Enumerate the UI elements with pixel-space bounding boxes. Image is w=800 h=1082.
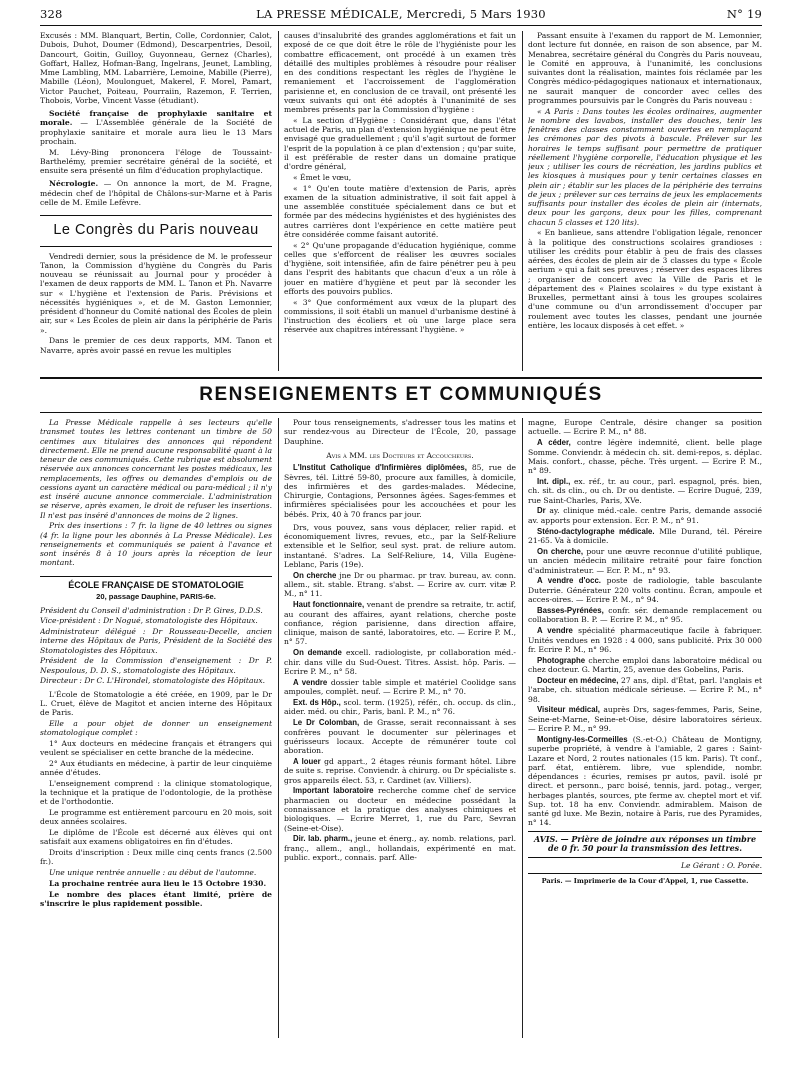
societe-paragraph-2: M. Lévy-Bing prononcera l'éloge de Toussaint-Barthelémy, premier secrétaire général de la société, et ensuite sera présenté un film d'éducation prophylactique. xyxy=(40,147,272,175)
ad-dir-lab xyxy=(284,834,516,862)
ad-title: Montigny-les-Cormeilles xyxy=(537,734,628,744)
ad-title: A céder, xyxy=(537,438,571,447)
ad-a-vendre xyxy=(284,678,516,697)
necrologie-paragraph xyxy=(40,179,272,207)
top-right-column xyxy=(528,31,762,371)
ad-int-dipl xyxy=(528,477,762,505)
bottom-middle-column xyxy=(284,418,516,1038)
ad-title: Visiteur médical, xyxy=(537,705,600,715)
ad-text: auprès Drs, sages-femmes, Paris, Seine, Seine-et-Marne, Seine-et-Oise, désire laboratoires sérieux. — Ecrire P. M., n° 99. xyxy=(528,705,762,733)
ad-title: On cherche, xyxy=(537,546,583,556)
ad-dir-continued: magne, Europe Centrale, désire changer sa position actuelle. — Ecrire P. M., n° 88. xyxy=(528,418,762,437)
section-title: RENSEIGNEMENTS ET COMMUNIQUÉS xyxy=(199,384,603,405)
bottom-right-column xyxy=(528,418,762,1038)
section-rule-top xyxy=(40,377,762,379)
ad-title: A louer xyxy=(293,756,321,766)
publication-title: LA PRESSE MÉDICALE, Mercredi, 5 Mars 1930 xyxy=(256,7,546,21)
divider xyxy=(40,576,272,577)
ad-institut-title: L'Institut Catholique d'Infirmières diplômées, xyxy=(293,463,467,472)
ecole-nombre: Le nombre des places étant limité, prière de s'inscrire le plus rapidement possible. xyxy=(40,889,272,908)
ad-specialite xyxy=(528,626,762,654)
ad-institut-text: 85, rue de Sèvres, tél. Littré 59-80, procure aux familles, à domicile, des infirmières et des gardes-malades. Médecine, Chirurgie, Contagions, Personnes âgées. Sages-femmes et infirmières spécialisées pour les accouchées et pour les bébés. Prix, 40 à 70 francs par jour. xyxy=(284,463,516,519)
ecole-enseignement: L'enseignement comprend : la clinique stomatologique, la technique et la pratique de l'odontologie, de la prothèse et de l'orthodontie. xyxy=(40,778,272,807)
necrologie-title: Nécrologie. xyxy=(49,179,99,189)
ad-text: 27 ans, dipl. d'État, parl. l'anglais et l'arabe, ch. situation médicale sérieuse. — Ecrire P. M., n° 98. xyxy=(528,675,762,704)
ecole-renseignements: Pour tous renseignements, s'adresser tous les matins et sur rendez-vous au Directeur de l'École, 20, passage Dauphine. xyxy=(284,418,516,446)
divider xyxy=(528,873,762,874)
staff-line: Administrateur délégué : Dr Rousseau-Decelle, ancien interne des Hôpitaux de Paris, Président de la Société des Stomatologistes des Hôpitaux. xyxy=(40,627,272,655)
ad-text: (S.-et-O.) Château de Montigny, superbe propriété, à vendre à l'amiable, 2 gares : Saint-Lazare et Nord, 2 routes nationales (15 km. Paris). Tt conf., parf. état, entièrem. libre, vue splendide, nombr. dépendances : écuries, remises pr autos, pavil. isolé pr direct. et personn., parc boisé, tennis, jard. potag., verger, herbages plantés, sources, pte ferme av. cheptel mort et vif. Sup. tot. 18 ha env. Conviendr. admirablem. Maison de santé gd luxe. Me Bezin, notaire à Paris, rue des Pyramides, n° 14. xyxy=(528,734,762,828)
page-number: 328 xyxy=(40,7,63,21)
top-middle-column xyxy=(284,31,516,371)
ad-a-louer xyxy=(284,757,516,785)
column-rule xyxy=(522,31,523,371)
ad-laboratoire xyxy=(284,786,516,833)
hygiene-paragraph-2: « La section d'Hygiène : Considérant que, dans l'état actuel de Paris, un plan d'extension hygiénique ne peut être envisagé que graduellement ; qu'il s'agit surtout de former l'esprit de la population à ce plan d'extension ; qu'par suite, il est préférable de rester dans un domaine pratique d'ordre général, xyxy=(284,115,516,171)
ad-text: ay. clinique méd.-cale. centre Paris, demande associé av. apports pour extension. Ecr. P. M., n° 91. xyxy=(528,506,762,525)
ad-text: scol. term. (1925), référ., ch. occup. ds clin., aider. méd. ou chir., Paris, banl. P. M., n° 76. xyxy=(284,697,516,717)
ad-title: Photographe xyxy=(537,655,586,665)
ad-steno xyxy=(528,527,762,546)
ad-docteur xyxy=(528,676,762,704)
gerant: Le Gérant : O. Porée. xyxy=(680,861,762,870)
ad-title: Dr xyxy=(537,506,546,516)
ad-on-demande xyxy=(284,648,516,676)
ecoles-paragraph-2: « A Paris : Dans toutes les écoles ordinaires, augmenter le nombre des lavabos, installer des douches, tenir les fenêtres des classes constamment ouvertes en remplaçant les crémones par des pivots à bascule. Prélever sur les horaires le temps suffisant pour permettre de pratiquer réellement l'hygiène corporelle, l'éducation physique et les jeux ; utiliser les cours de récréation, les jardins publics et les kiosques à musiques pour y tenir certaines classes en plein air ; établir sur les places de la périphérie des terrains de jeux ; prélever sur ces terrains de jeux les emplacements suffisants pour installer des écoles de plein air (internats, deux pour les garçons, deux pour les filles, comprenant chacun 5 classes et 120 lits). xyxy=(528,106,762,227)
ecole-point-1: 1° Aux docteurs en médecine français et étrangers qui veulent se spécialiser en cette branche de la médecine. xyxy=(40,738,272,758)
ad-text: Mlle Durand, tél. Péreire 21-65. Va à domicile. xyxy=(528,526,762,545)
ecole-point-2: 2° Aux étudiants en médecine, à partir de leur cinquième année d'études. xyxy=(40,758,272,778)
ad-ext-hop xyxy=(284,698,516,717)
ad-title: A vendre xyxy=(293,677,328,687)
ad-title: On demande xyxy=(293,648,342,657)
ecoles-paragraph-1: Passant ensuite à l'examen du rapport de M. Lemonnier, dont lecture fut donnée, en raison de son absence, par M. Menabrea, secrétaire général du Congrès du Paris nouveau, le Comité en approuva, à l'unanimité, les conclusions suivantes dont la réalisation, maintes fois réclamée par les Congrès médico-pédagogiques nationaux et internationaux, ne saurait manquer de concorder avec celles des programmes poursuivis par le Congrès du Paris nouveau : xyxy=(528,31,762,105)
top-left-column xyxy=(40,31,272,371)
staff-line: Vice-président : Dr Nogué, stomatologiste des Hôpitaux. xyxy=(40,616,258,626)
ad-text: spécialité pharmaceutique facile à fabriquer. Unités vendues en 1928 : 4 000, sans publicité. Prix 30 000 fr. Ecrire P. M., n° 96. xyxy=(528,626,762,654)
ecole-title: ÉCOLE FRANÇAISE DE STOMATOLOGIE xyxy=(68,579,244,590)
ad-text: dossier table simple et matériel Coolidge sans ampoules, complèt. neuf. — Ecrire P. M., n° 70. xyxy=(284,677,516,696)
hygiene-paragraph-4: « 1° Qu'en toute matière d'extension de Paris, après examen de la situation administrative, il soit fait appel à une assemblée constituée spécialement dans ce but et formée par des médecins hygiénistes et des hygiénistes des autres carrières dont l'expérience en cette matière peut être considérée comme faisant autorité. xyxy=(284,183,516,239)
ad-photographe xyxy=(528,656,762,675)
ecole-creation: L'École de Stomatologie a été créée, en 1909, par le Dr L. Cruet, élève de Magitot et ancien interne des Hôpitaux de Paris. xyxy=(40,689,272,718)
ecole-diplome: Le diplôme de l'École est décerné aux élèves qui ont satisfait aux examens obligatoires en fin d'études. xyxy=(40,828,272,847)
ad-self-reliure: Drs, vous pouvez, sans vous déplacer, relier rapid. et économiquement livres, revues, etc., par la Self-Reliure extensible et le Selfior, seul syst. prat. de reliure autom. instantané. S'adres. La Self-Reliure, 14, Villa Eugène-Leblanc, Paris (19e). xyxy=(284,522,516,569)
staff-line: Président du Conseil d'administration : Dr P. Gires, D.D.S. xyxy=(40,605,263,615)
ad-visiteur xyxy=(528,705,762,733)
necrologie-text: — On annonce la mort, de M. Fragne, médecin chef de l'hôpital de Châlons-sur-Marne et à Paris celle de M. Emile Lefèvre. xyxy=(40,179,272,207)
ad-title: Ext. ds Hôp., xyxy=(293,697,341,707)
bottom-left-column xyxy=(40,418,272,1038)
ad-text: pour une œuvre reconnue d'utilité publique, un ancien médecin militaire retraité pour faire fonction d'administrateur. — Ecr. P. M., n° 93. xyxy=(528,546,762,575)
header-rule xyxy=(40,25,762,26)
divider xyxy=(40,215,272,216)
avis-footer: AVIS. — Prière de joindre aux réponses un timbre de 0 fr. 50 pour la transmission des lettres. xyxy=(528,831,762,855)
societe-text: — L'Assemblée générale de la Société de prophylaxie sanitaire et morale aura lieu le 13 Mars prochain. xyxy=(40,118,272,146)
column-rule xyxy=(522,418,523,1038)
ad-text: jne Dr ou pharmac. pr trav. bureau, av. conn. allem., sit. stable. Etrang. s'abst. — Ecrire av. curr. vitæ P. M., n° 11. xyxy=(284,570,516,599)
ad-text: confr. sér. demande remplacement ou collaboration B. P. — Ecrire P. M., n° 95. xyxy=(528,605,762,625)
notice-prix: Prix des insertions : 7 fr. la ligne de 40 lettres ou signes (4 fr. la ligne pour les abonnés à La Presse Médicale). Les renseignements et communiqués se paient à l'avance et sont insérés 8 à 10 jours après la réception de leur montant. xyxy=(40,521,272,568)
ad-text: de Grasse, serait reconnaissant à ses confrères pouvant le documenter sur pèlerinages et guérisseurs locaux. Accepte de rémunérer toute col aboration. xyxy=(284,718,516,755)
staff-line: Président de la Commission d'enseignement : Dr P. Nespoulous, D. D. S., stomatologiste des Hôpitaux. xyxy=(40,656,272,675)
ad-montigny xyxy=(528,735,762,828)
ad-title: Haut fonctionnaire, xyxy=(293,600,365,609)
excuses-paragraph: Excusés : MM. Blanquart, Bertin, Colle, Cordonnier, Calot, Dubois, Duhot, Doumer (Edmond), Descarpentries, Desoil, Dancourt, Goitin, Guilloy, Guyonneau, Gernez (Charles), Goffart, Hallez, Hofman-Bang, Ingelrans, Jeunet, Lambling, Mme Lambling, MM. Labarrière, Lemoine, Mabille (Pierre), Mabille (Léon), Moulonguet, Makerel, F. Morel, Pamart, Victor Pauchet, Poiteau, Pourraiin, Razemon, F. Terrien, Thobois, Vorbe, Vincent Vasse (étudiant). xyxy=(40,31,272,105)
hygiene-paragraph-6: « 3° Que conformément aux vœux de la plupart des commissions, il soit établi un manuel d'urbanisme destiné à l'instruction des écoliers et où une large place sera réservée aux chapitres intéressant l'hygiène. » xyxy=(284,297,516,335)
issue-number: N° 19 xyxy=(726,7,762,21)
ad-text: gd appart., 2 étages réunis formant hôtel. Libre de suite s. reprise. Conviendr. à chirurg. ou Dr spécialiste s. gros appareils élect. 53, r. Cardinet (av. Villiers). xyxy=(284,756,516,785)
ad-on-cherche-oeuvre xyxy=(528,547,762,575)
divider xyxy=(40,246,272,247)
avis-docteurs: Avis à MM. les Docteurs et Accoucheurs. xyxy=(326,450,474,460)
congres-paragraph-2: Dans le premier de ces deux rapports, MM. Tanon et Navarre, après avoir passé en revue les multiples xyxy=(40,336,272,355)
ad-title: Sténo-dactylographe médicale. xyxy=(537,526,655,536)
staff-line: Directeur : Dr C. L'Hirondel, stomatologiste des Hôpitaux. xyxy=(40,676,266,686)
ad-title: A vendre d'occ. xyxy=(537,576,601,586)
ad-title: On cherche xyxy=(293,570,337,580)
column-rule xyxy=(278,418,279,1038)
divider xyxy=(528,857,762,858)
societe-title: Société française de prophylaxie sanitaire et morale. xyxy=(40,109,272,128)
ad-text: cherche emploi dans laboratoire médical ou chez docteur. G. Martin, 25, avenue des Gobelins, Paris. xyxy=(528,655,762,674)
ad-institut xyxy=(284,463,516,519)
ecole-prochaine: La prochaine rentrée aura lieu le 15 Octobre 1930. xyxy=(49,878,267,888)
hygiene-paragraph-1: causes d'insalubrité des grandes agglomérations et fait un exposé de ce que doit être le rôle de l'hygiéniste pour les combattre efficacement, ont procédé à un examen très détaillé des multiples problèmes à résoudre pour réaliser en des conditions respectant les règles de l'hygiène le remaniement et l'accroissement de l'agglomération parisienne et, en conclusion de ce travail, ont présenté les vœux suivants qui ont été adoptés à l'unanimité de ses membres présents par la Commission d'hygiène : xyxy=(284,31,516,114)
ad-colomban xyxy=(284,718,516,755)
societe-paragraph xyxy=(40,109,272,146)
ad-title: Important laboratoire xyxy=(293,786,374,796)
hygiene-paragraph-5: « 2° Qu'une propagande d'éducation hygiénique, comme celles que s'efforcent de réaliser les œuvres sociales d'hygiène, soit intensifiée, afin de faire pénétrer peu à peu dans l'esprit des habitants que chacun d'eux a un rôle à jouer en matière d'hygiène et peut par là seconder les efforts des pouvoirs publics. xyxy=(284,240,516,296)
hygiene-paragraph-3: « Émet le vœu, xyxy=(293,172,352,182)
ad-haut-fonctionnaire xyxy=(284,600,516,647)
ad-text: poste de radiologie, table basculante Duterrie. Générateur 220 volts continu. Écran, ampoule et acces-oires. — Ecrire P. M., n° 94. xyxy=(528,576,762,604)
ad-title: Dir. lab. pharm., xyxy=(293,834,353,844)
column-rule xyxy=(278,31,279,371)
ecole-rentree: Une unique rentrée annuelle : au début de l'automne. xyxy=(49,868,257,878)
ad-basses-pyrenees xyxy=(528,606,762,625)
ad-text: venant de prendre sa retraite, tr. actif, au courant des affaires, ayant relations, cherche poste confiance, région parisienne, dans direction affaire, clinique, maison de santé, laboratoires, etc. — Ecrire P. M., n° 57. xyxy=(284,600,516,647)
imprimerie: Paris. — Imprimerie de la Cour d'Appel, 1, rue Cassette. xyxy=(541,877,749,886)
ad-title: Le Dr Colomban, xyxy=(293,718,360,727)
congres-title: Le Congrès du Paris nouveau xyxy=(53,222,259,238)
notice-intro: La Presse Médicale rappelle à ses lecteurs qu'elle transmet toutes les lettres contenant un timbre de 50 centimes aux titulaires des annonces qui répondent directement. Elle ne prend aucune responsabilité quant à la teneur de ces communiqués. Cette rubrique est absolument réservée aux annonces concernant les postes médicaux, les remplacements, les offres ou demandes d'emplois ou de cessions ayant un caractère médical ou para-médical ; il n'y est inséré aucune annonce commerciale. L'administration se réserve, après examen, le droit de refuser les insertions. Il n'est pas inséré d'annonces de moins de 2 lignes. xyxy=(40,418,272,520)
ad-title: Basses-Pyrénées, xyxy=(537,605,604,615)
ad-text: ex. réf., tr. au cour., parl. espagnol, prés. bien, ch. sit. ds clin., ou ch. Dr ou dentiste. — Ecrire Dugué, 239, rue Saint-Charles, Paris, XVe. xyxy=(528,476,762,505)
running-header xyxy=(40,7,762,23)
ad-title: A vendre xyxy=(537,626,573,635)
ad-text: jeune et énerg., ay. nomb. relations, parl. franç., allem., angl., hollandais, expérimenté en mat. public. export., connais. parf. Alle- xyxy=(284,834,516,862)
ecole-objet: Elle a pour objet de donner un enseignement stomatologique complet : xyxy=(40,718,272,738)
ad-text: excell. radiologiste, pr collaboration méd.-chir. dans ville du Sud-Ouest. Titres. Assist. hôp. Paris. — Ecrire P. M., n° 58. xyxy=(284,648,516,676)
congres-paragraph-1: Vendredi dernier, sous la présidence de M. le professeur Tanon, la Commission d'hygiène du Congrès du Paris nouveau se réunissait au Journal pour y procéder à l'examen de deux rapports de MM. L. Tanon et Ph. Navarre sur « L'hygiène et l'extension de Paris. Prévisions et nécessités hygiéniques », et de M. Gaston Lemonnier, président d'honneur du Comité national des Écoles de plein air, sur « Les Écoles de plein air dans la périphérie de Paris ». xyxy=(40,251,272,335)
ad-vendre-occ xyxy=(528,576,762,604)
ad-clinique xyxy=(528,506,762,525)
ecole-droits: Droits d'inscription : Deux mille cinq cents francs (2.500 fr.). xyxy=(40,848,272,867)
ecole-programme: Le programme est entièrement parcouru en 20 mois, soit deux années scolaires. xyxy=(40,808,272,827)
ad-text: contre légère indemnité, client. belle plage Somme. Conviendr. à médecin ch. sit. demi-repos, s. déplac. Mais. confort., chasse, pêche. Très urgent. — Ecrire P. M., n° 89. xyxy=(528,438,762,475)
ad-title: Docteur en médecine, xyxy=(537,675,619,685)
ad-on-cherche xyxy=(284,571,516,599)
ad-text: recherche comme chef de service pharmacien ou docteur en médecine possédant la connaissance et la pratique des analyses chimiques et biologiques. — Ecrire Merret, 1, rue du Parc, Sevran (Seine-et-Oise). xyxy=(284,786,516,833)
ad-a-ceder xyxy=(528,438,762,475)
ecoles-paragraph-3: « En banlieue, sans attendre l'obligation légale, renoncer à la politique des constructions scolaires grandioses : utiliser les crédits pour établir à peu de frais des classes aérées, des écoles de plein air de 3 classes du type « École aerium » qui a fait ses preuves ; réserver des espaces libres ; organiser de concert avec la Ville de Paris et le département des « Plaines scolaires » du type existant à Bruxelles, permettant ainsi à tous les groupes scolaires d'une commune ou d'un arrondissement d'occuper par roulement avec toutes les classes, pendant une journée entière, les locaux disposés à cet effet. » xyxy=(528,228,762,330)
ad-title: Int. dipl., xyxy=(537,476,571,486)
ecole-address: 20, passage Dauphine, PARIS-6e. xyxy=(96,592,216,602)
section-rule-bottom xyxy=(40,412,762,413)
